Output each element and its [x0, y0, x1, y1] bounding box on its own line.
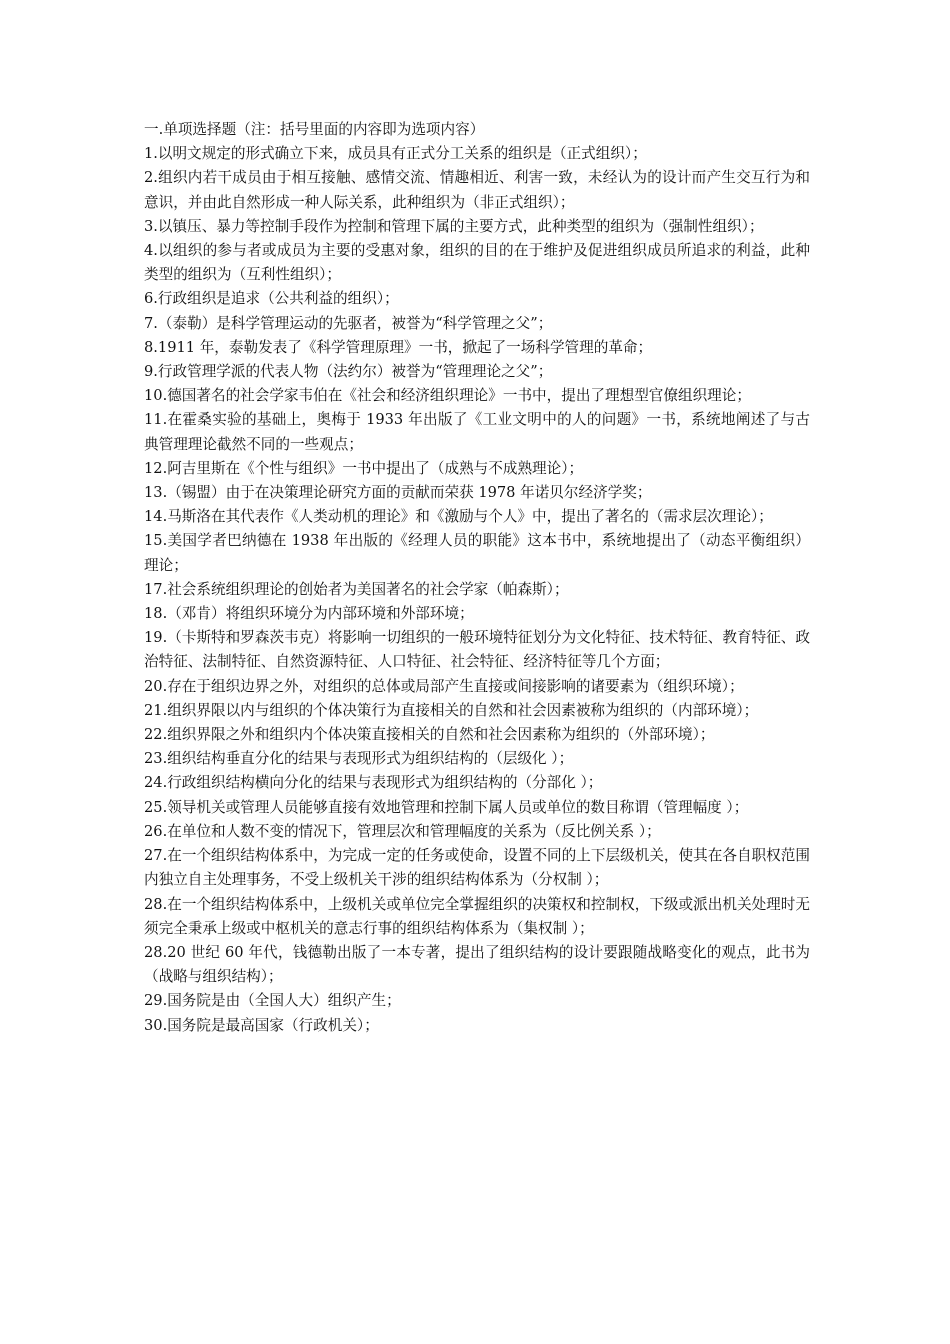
question-item: 12.阿吉里斯在《个性与组织》一书中提出了（成熟与不成熟理论）； — [144, 459, 584, 477]
question-item: 7.（泰勒）是科学管理运动的先驱者，被誉为“科学管理之父”； — [144, 314, 553, 332]
question-item: 9.行政管理学派的代表人物（法约尔）被誉为“管理理论之父”； — [144, 363, 553, 381]
question-item: 1.以明文规定的形式确立下来，成员具有正式分工关系的组织是（正式组织）； — [144, 145, 647, 163]
question-item: 28.在一个组织结构体系中，上级机关或单位完全掌握组织的决策权和控制权，下级或派出机关处理时无须完全秉承上级或中枢机关的意志行事的组织结构体系为（集权制 ）； — [144, 895, 810, 937]
question-item: 23.组织结构垂直分化的结果与表现形式为组织结构的（层级化 ）； — [144, 750, 574, 768]
question-item: 2.组织内若干成员由于相互接触、感情交流、情趣相近、利害一致，未经认为的设计而产生交互行为和意识，并由此自然形成一种人际关系，此种组织为（非正式组织）； — [144, 169, 810, 211]
question-item: 25.领导机关或管理人员能够直接有效地管理和控制下属人员或单位的数目称谓（管理幅度 ）； — [144, 798, 749, 816]
question-item: 18.（邓肯）将组织环境分为内部环境和外部环境； — [144, 605, 474, 623]
question-item: 27.在一个组织结构体系中，为完成一定的任务或使命，设置不同的上下层级机关，使其在各自职权范围内独立自主处理事务，不受上级机关干涉的组织结构体系为（分权制 ）； — [144, 847, 810, 889]
question-item: 17.社会系统组织理论的创始者为美国著名的社会学家（帕森斯）； — [144, 580, 569, 598]
question-item: 15.美国学者巴纳德在 1938 年出版的《经理人员的职能》这本书中，系统地提出了（动态平衡组织）理论； — [144, 532, 810, 574]
question-item: 14.马斯洛在其代表作《人类动机的理论》和《激励与个人》中，提出了著名的（需求层次理论）； — [144, 508, 773, 526]
question-item: 21.组织界限以内与组织的个体决策行为直接相关的自然和社会因素被称为组织的（内部环境）； — [144, 701, 759, 719]
question-item: 11.在霍桑实验的基础上，奥梅于 1933 年出版了《工业文明中的人的问题》一书，系统地阐述了与古典管理理论截然不同的一些观点； — [144, 411, 810, 453]
section-heading: 一.单项选择题（注：括号里面的内容即为选项内容） — [144, 121, 485, 138]
question-item: 19.（卡斯特和罗森茨韦克）将影响一切组织的一般环境特征划分为文化特征、技术特征、教育特征、政治特征、法制特征、自然资源特征、人口特征、社会特征、经济特征等几个方面； — [144, 629, 810, 671]
question-item: 6.行政组织是追求（公共利益的组织）； — [144, 290, 399, 308]
question-item: 26.在单位和人数不变的情况下，管理层次和管理幅度的关系为（反比例关系 ）； — [144, 822, 661, 840]
question-item: 30.国务院是最高国家（行政机关）； — [144, 1016, 379, 1034]
question-item: 28.20 世纪 60 年代，钱德勒出版了一本专著，提出了组织结构的设计要跟随战略变化的观点，此书为（战略与组织结构）； — [144, 943, 810, 986]
question-item: 13.（锡盟）由于在决策理论研究方面的贡献而荣获 1978 年诺贝尔经济学奖； — [144, 484, 652, 502]
question-item: 8.1911 年，泰勒发表了《科学管理原理》一书，掀起了一场科学管理的革命； — [144, 338, 653, 356]
question-item: 22.组织界限之外和组织内个体决策直接相关的自然和社会因素称为组织的（外部环境）； — [144, 726, 715, 744]
question-item: 10.德国著名的社会学家韦伯在《社会和经济组织理论》一书中，提出了理想型官僚组织理论； — [144, 387, 751, 405]
document-page — [144, 118, 810, 1038]
question-item: 3.以镇压、暴力等控制手段作为控制和管理下属的主要方式，此种类型的组织为（强制性组织）； — [144, 217, 764, 235]
question-item: 24.行政组织结构横向分化的结果与表现形式为组织结构的（分部化 ）； — [144, 774, 603, 792]
question-item: 29.国务院是由（全国人大）组织产生； — [144, 992, 401, 1010]
question-item: 20.存在于组织边界之外，对组织的总体或局部产生直接或间接影响的诸要素为（组织环境）； — [144, 677, 744, 695]
question-item: 4.以组织的参与者或成员为主要的受惠对象，组织的目的在于维护及促进组织成员所追求的利益，此种类型的组织为（互利性组织）； — [144, 242, 810, 284]
